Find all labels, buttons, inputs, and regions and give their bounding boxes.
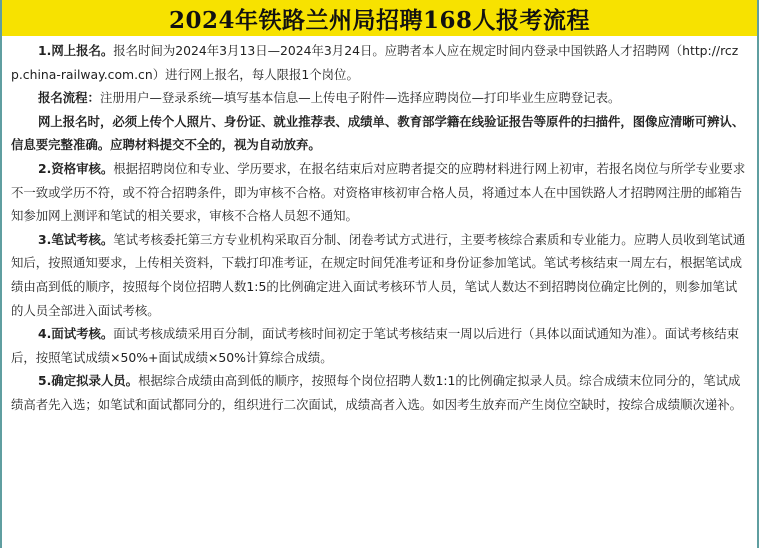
section-text: 根据招聘岗位和专业、学历要求，在报名结束后对应聘者提交的应聘材料进行网上初审，若报名岗位与所学专业要求不一致或学历不符，或不符合招聘条件，即为审核不合格。对资格审核初审合格人员，将通过本人在中国铁路人才招聘网注册的邮箱告知参加网上测评和笔试的相关要求，审核不合格人员恕不通知。 (11, 160, 746, 224)
title-banner (0, 0, 759, 36)
section-written-exam (11, 228, 749, 322)
section-online-registration (11, 39, 749, 86)
section-text: 笔试考核委托第三方专业机构采取百分制、闭卷考试方式进行，主要考核综合素质和专业能力。应聘人员收到笔试通知后，按照通知要求，上传相关资料，下载打印准考证，在规定时间凭准考证和身份证参加笔试。笔试考核结束一周左右，根据笔试成绩由高到低的顺序，按照每个岗位招聘人数1:5的比例确定进入面试考核环节人员，笔试人数达不到招聘岗位确定比例的，则参加笔试的人员全部进入面试考核。 (11, 231, 746, 318)
section-upload-notice (11, 110, 749, 157)
section-final-selection (11, 369, 749, 416)
section-text: 网上报名时，必须上传个人照片、身份证、就业推荐表、成绩单、教育部学籍在线验证报告等原件的扫描件，图像应清晰可辨认、信息要完整准确。应聘材料提交不全的，视为自动放弃。 (11, 113, 745, 153)
section-heading: 1.网上报名。 (38, 43, 114, 58)
document-body (0, 36, 759, 417)
section-heading: 3.笔试考核。 (38, 231, 114, 247)
section-text: 注册用户—登录系统—填写基本信息—上传电子附件—选择应聘岗位—打印毕业生应聘登记表。 (99, 90, 621, 106)
section-heading: 2.资格审核。 (38, 160, 114, 176)
section-interview (11, 322, 749, 369)
section-text: 面试考核成绩采用百分制，面试考核时间初定于笔试考核结束一周以后进行（具体以面试通知为准）。面试考核结束后，按照笔试成绩×50%+面试成绩×50%计算综合成绩。 (11, 326, 740, 365)
section-heading: 4.面试考核。 (38, 326, 114, 342)
section-text: 报名时间为2024年3月13日—2024年3月24日。应聘者本人应在规定时间内登录中国铁路人才招聘网（http://rczp.china-railway.com.cn）进行网上报名，每人限报1个岗位。 (11, 43, 739, 82)
section-heading: 报名流程： (38, 90, 100, 106)
section-text: 根据综合成绩由高到低的顺序，按照每个岗位招聘人数1:1的比例确定拟录人员。综合成绩末位同分的，笔试成绩高者先入选；如笔试和面试都同分的，组织进行二次面试，成绩高者入选。如因考生放弃而产生岗位空缺时，按综合成绩顺次递补。 (11, 373, 743, 412)
section-registration-process (11, 86, 749, 110)
section-heading: 5.确定拟录人员。 (38, 373, 139, 389)
section-qualification-review (11, 157, 749, 228)
page-title: 2024年铁路兰州局招聘168人报考流程 (168, 6, 591, 34)
